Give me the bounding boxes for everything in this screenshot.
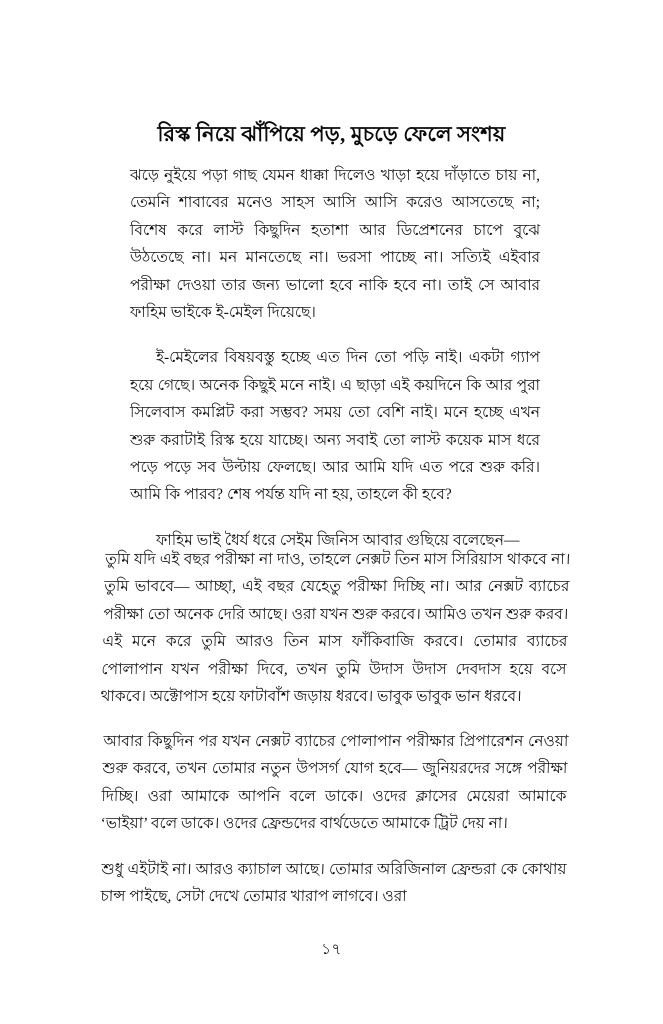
paragraph: ঝড়ে নুইয়ে পড়া গাছ যেমন ধাক্কা দিলেও খাড়া হয়ে দাঁড়াতে চায় না, তেমনি শাবাবের মনেও সাহস আসি আসি করেও আসতেছে না; বিশেষ করে লাস্ট কিছুদিন হতাশা আর ডিপ্রেশনের চাপে বুঝে উঠতেছে না। মন মানতেছে না। ভরসা পাচ্ছে না। সত্যিই এইবার পরীক্ষা দেওয়া তার জন্য ভালো হবে নাকি হবে না। তাই সে আবার ফাহিম ভাইকে ই-মেইল দিয়েছে। (130, 167, 540, 322)
quote-paragraph: শুধু এইটাই না। আরও ক্যাচাল আছে। তোমার অরিজিনাল ফ্রেন্ডরা কে কোথায় চান্স পাইছে, সেটা দেখে তোমার খারাপ লাগবে। ওরা (100, 861, 567, 906)
body-text-column (130, 162, 540, 554)
quote-paragraph: আবার কিছুদিন পর যখন নেক্সট ব্যাচের পোলাপান পরীক্ষার প্রিপারেশন নেওয়া শুরু করবে, তখন তোমার নতুন উপসর্গ যোগ হবে— জুনিয়রদের সঙ্গে পরীক্ষা দিচ্ছি। ওরা আমাকে আপনি বলে ডাকে। ওদের ক্লাসের মেয়েরা আমাকে ‘ভাইয়া’ বলে ডাকে। ওদের ফ্রেন্ডদের বার্থডেতে আমাকে ট্রিট দেয় না। (100, 733, 569, 833)
quote-paragraph: তুমি যদি এই বছর পরীক্ষা না দাও, তাহলে নেক্সট তিন মাস সিরিয়াস থাকবে না। তুমি ভাববে— আচ্ছা, এই বছর যেহেতু পরীক্ষা দিচ্ছি না। আর নেক্সট ব্যাচের পরীক্ষা তো অনেক দেরি আছে। ওরা যখন শুরু করবে। আমিও তখন শুরু করব। এই মনে করে তুমি আরও তিন মাস ফাঁকিবাজি করবে। তোমার ব্যাচের পোলাপান যখন পরীক্ষা দিবে, তখন তুমি উদাস উদাস দেবদাস হয়ে বসে থাকবে। অক্টোপাস হয়ে ফাটাবাঁশ জড়ায় ধরবে। ভাবুক ভাবুক ভান ধরবে। (100, 551, 571, 706)
paragraph: ই-মেইলের বিষয়বস্তু হচ্ছে এত দিন তো পড়ি নাই। একটা গ্যাপ হয়ে গেছে। অনেক কিছুই মনে নাই। এ ছাড়া এই কয়দিনে কি আর পুরা সিলেবাস কমপ্লিট করা সম্ভব? সময় তো বেশি নাই। মনে হচ্ছে এখন শুরু করাটাই রিস্ক হয়ে যাচ্ছে। অন্য সবাই তো লাস্ট কয়েক মাস ধরে পড়ে পড়ে সব উল্টায় ফেলছে। আর আমি যদি এত পরে শুরু করি। আমি কি পারব? শেষ পর্যন্ত যদি না হয়, তাহলে কী হবে? (130, 349, 540, 504)
page-number: ১৭ (321, 942, 342, 958)
paragraph: ফাহিম ভাই ধৈর্য ধরে সেইম জিনিস আবার গুছিয়ে বলেছেন— (156, 531, 520, 549)
quoted-email-block (100, 546, 571, 911)
page-title: রিস্ক নিয়ে ঝাঁপিয়ে পড়, মুচড়ে ফেলে সংশয় (157, 122, 506, 147)
